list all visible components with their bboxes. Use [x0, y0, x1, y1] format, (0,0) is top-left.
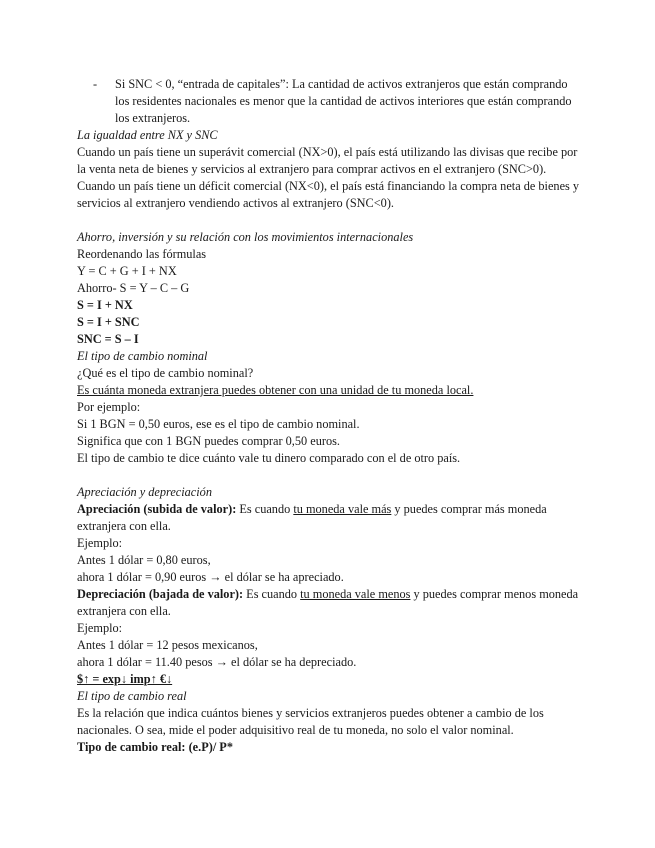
example-bgn-3: El tipo de cambio te dice cuánto vale tu dinero comparado con el de otro país. [77, 451, 461, 465]
bullet-text: Si SNC < 0, “entrada de capitales”: La cantidad de activos extranjeros que están comprando los residentes nacionales es menor que la cantidad de activos interiores que están comprando los extranjeros. [115, 77, 572, 125]
formula-snc: SNC = S – I [77, 332, 139, 346]
text-depreciacion-underline: tu moneda vale menos [300, 587, 411, 601]
rule-dollar: $↑ = exp↓ imp↑ €↓ [77, 672, 173, 686]
term-depreciacion: Depreciación (bajada de valor): [77, 587, 244, 601]
example-apreciacion-1: Antes 1 dólar = 0,80 euros, [77, 553, 211, 567]
text-apreciacion-a: Es cuando [236, 502, 294, 516]
heading-cambio-nominal: El tipo de cambio nominal [77, 349, 208, 363]
heading-ahorro-inversion: Ahorro, inversión y su relación con los movimientos internacionales [77, 230, 414, 244]
question-cambio-nominal: ¿Qué es el tipo de cambio nominal? [77, 366, 254, 380]
document-page [77, 76, 582, 756]
paragraph-depreciacion [77, 586, 582, 620]
line-reordenando: Reordenando las fórmulas [77, 247, 207, 261]
formula-s-snc: S = I + SNC [77, 315, 140, 329]
text-apreciacion-b: y puedes comprar más moneda extranjera con ella. [77, 502, 547, 533]
example-bgn-2: Significa que con 1 BGN puedes comprar 0,50 euros. [77, 434, 340, 448]
formula-y: Y = C + G + I + NX [77, 264, 177, 278]
term-apreciacion: Apreciación (subida de valor): [77, 502, 237, 516]
spacer [77, 212, 582, 229]
heading-cambio-real: El tipo de cambio real [77, 689, 187, 703]
line-por-ejemplo: Por ejemplo: [77, 400, 141, 414]
paragraph-deficit: Cuando un país tiene un déficit comercial (NX<0), el país está financiando la compra neta de bienes y servicios al extranjero vendiendo activos al extranjero (SNC<0). [77, 179, 580, 210]
definition-cambio-nominal: Es cuánta moneda extranjera puedes obtener con una unidad de tu moneda local. [77, 383, 474, 397]
text-apreciacion-underline: tu moneda vale más [293, 502, 392, 516]
formula-s-nx: S = I + NX [77, 298, 133, 312]
example-depreciacion-2: ahora 1 dólar = 11.40 pesos → el dólar se ha depreciado. [77, 655, 357, 669]
paragraph-apreciacion [77, 501, 582, 535]
formula-ahorro: Ahorro- S = Y – C – G [77, 281, 190, 295]
formula-cambio-real: Tipo de cambio real: (e.P)/ P* [77, 740, 233, 754]
line-ejemplo-2: Ejemplo: [77, 621, 123, 635]
line-ejemplo-1: Ejemplo: [77, 536, 123, 550]
spacer [77, 467, 582, 484]
paragraph-cambio-real: Es la relación que indica cuántos bienes y servicios extranjeros puedes obtener a cambio de los nacionales. O sea, mide el poder adquisitivo real de tu moneda, no solo el valor nominal. [77, 706, 544, 737]
example-apreciacion-2: ahora 1 dólar = 0,90 euros → el dólar se ha apreciado. [77, 570, 344, 584]
example-depreciacion-1: Antes 1 dólar = 12 pesos mexicanos, [77, 638, 258, 652]
bullet-dash: - [93, 77, 98, 91]
heading-apreciacion-depreciacion: Apreciación y depreciación [77, 485, 212, 499]
text-depreciacion-a: Es cuando [243, 587, 301, 601]
heading-nx-snc: La igualdad entre NX y SNC [77, 128, 218, 142]
paragraph-superavit: Cuando un país tiene un superávit comercial (NX>0), el país está utilizando las divisas que recibe por la venta neta de bienes y servicios al extranjero para comprar activos en el extranjero (SNC>0). [77, 145, 578, 176]
example-bgn-1: Si 1 BGN = 0,50 euros, ese es el tipo de cambio nominal. [77, 417, 360, 431]
bullet-item [77, 76, 582, 127]
text-depreciacion-b: y puedes comprar menos moneda extranjera con ella. [77, 587, 579, 618]
